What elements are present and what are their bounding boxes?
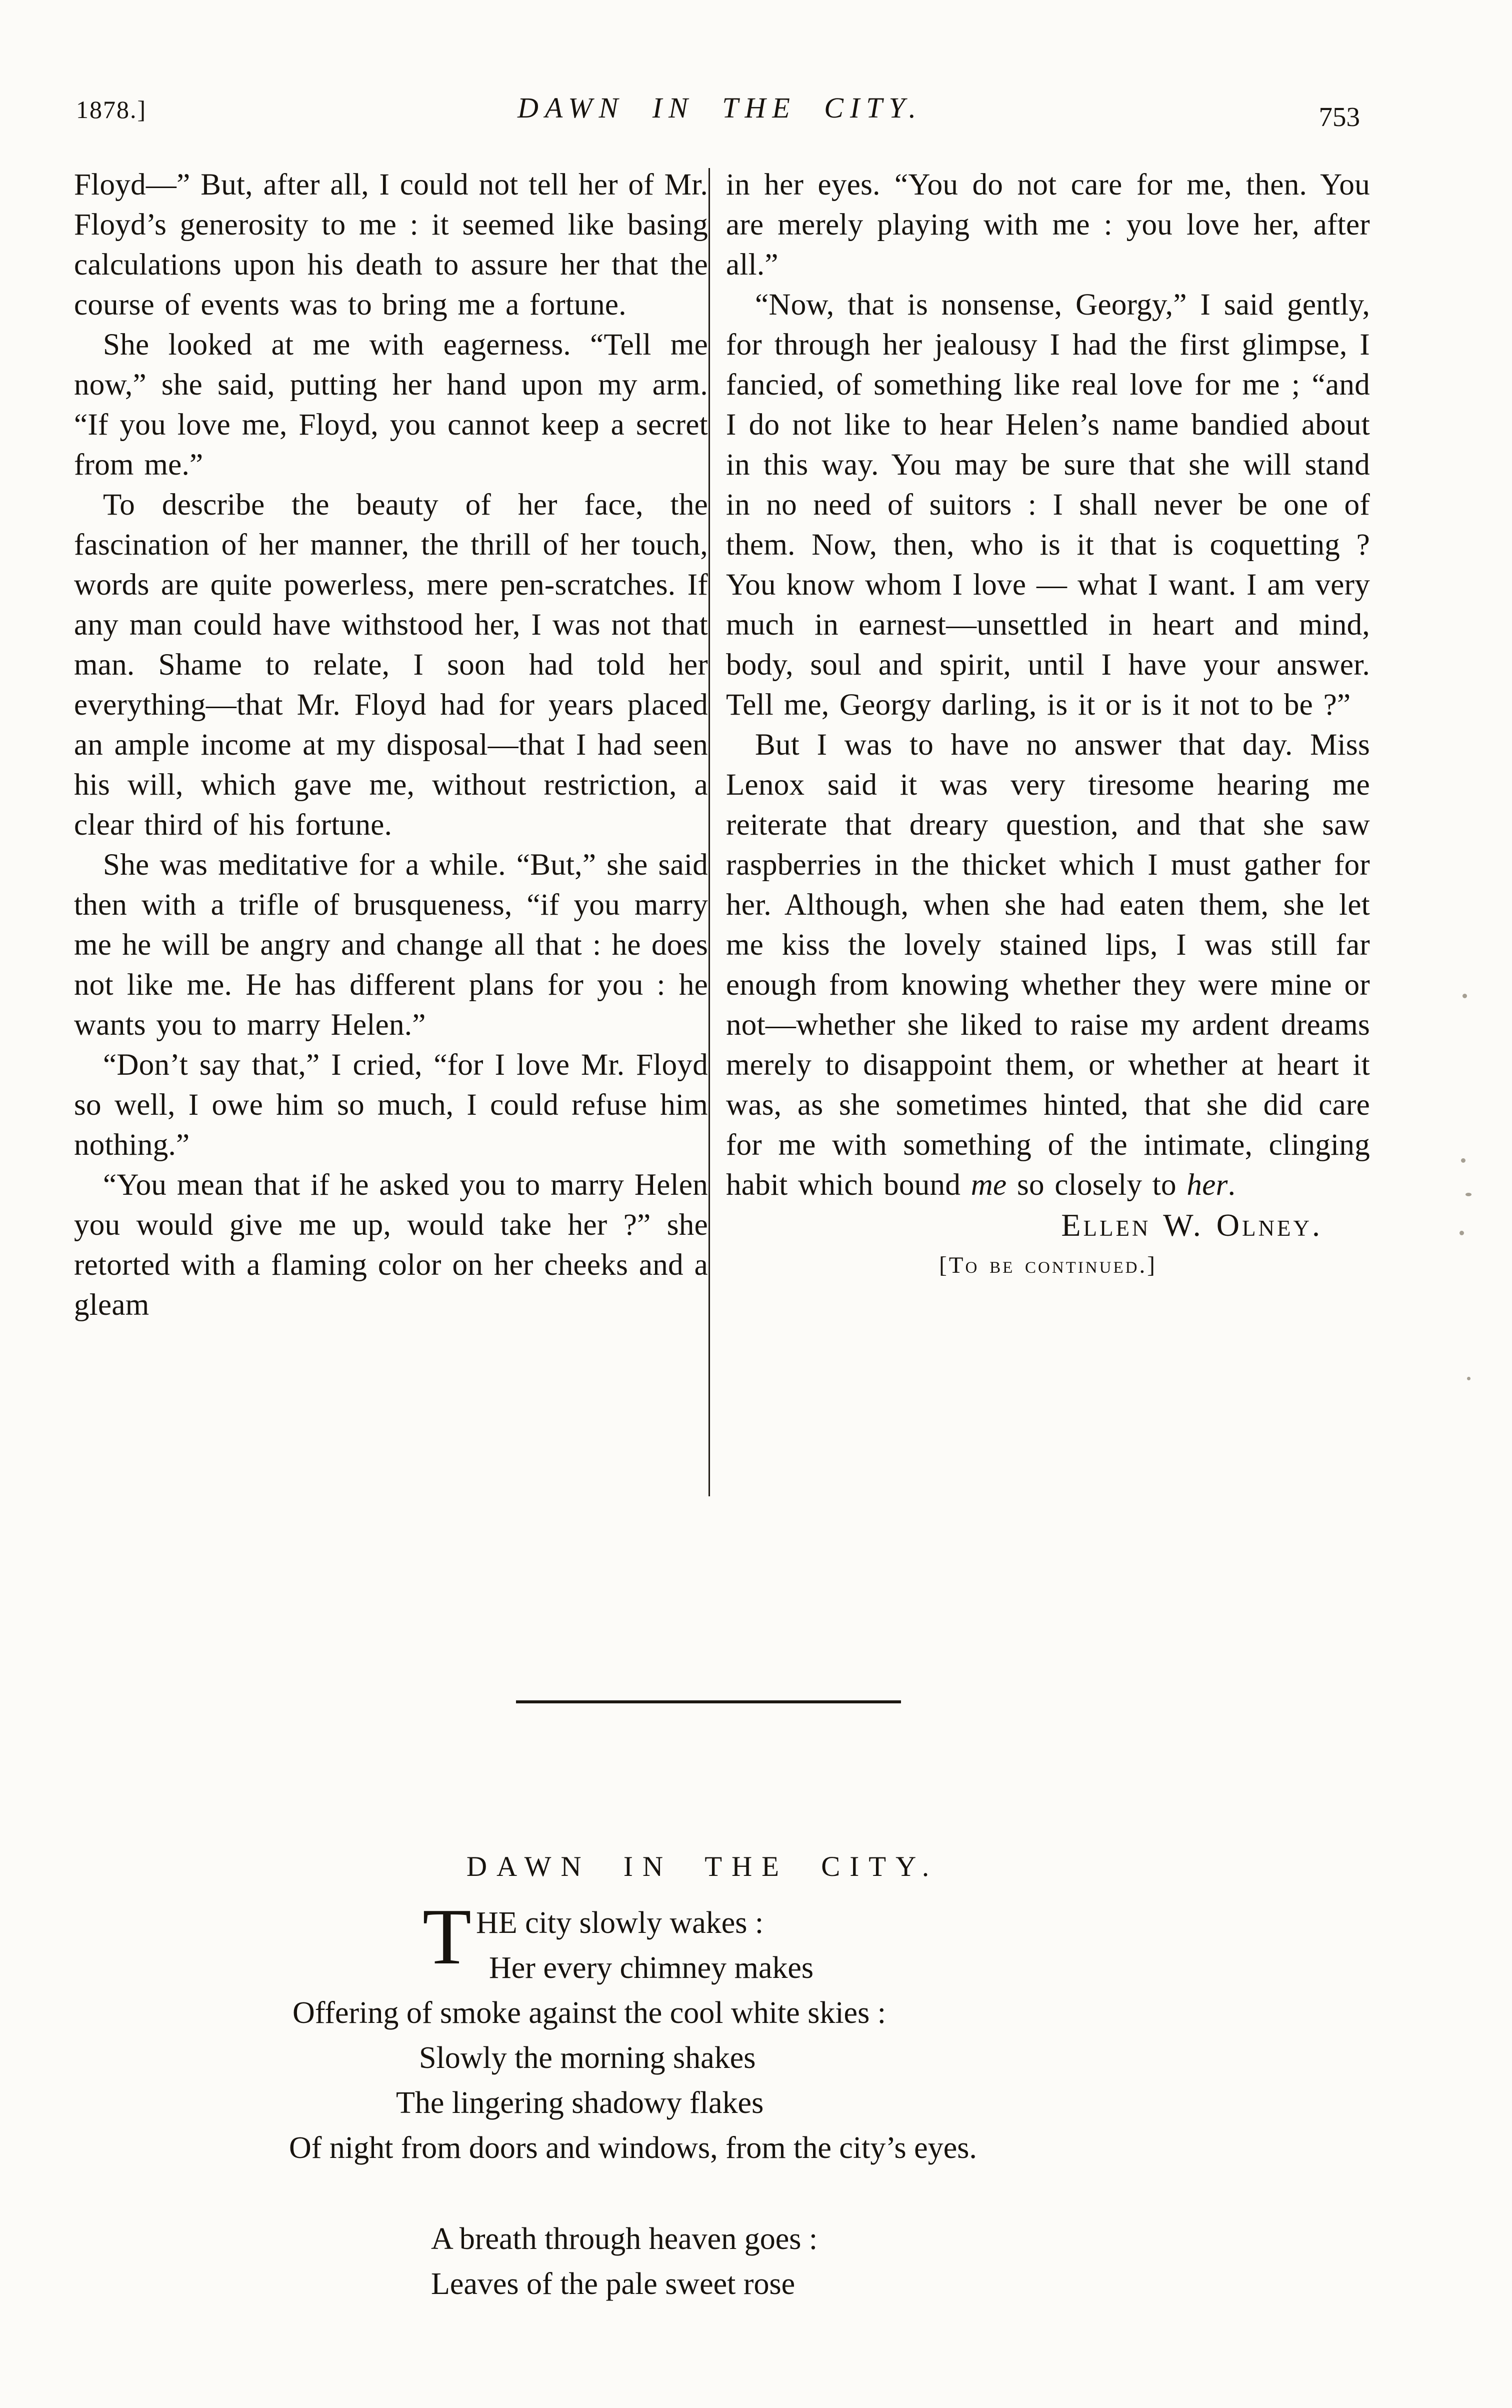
continued-notice: [To be continued.]: [939, 1252, 1157, 1278]
poem-line: A breath through heaven goes :: [431, 2222, 818, 2256]
story-paragraph: Floyd—” But, after all, I could not tell her of Mr. Floyd’s generosity to me : it seemed like basing calculations upon his death to assure her that the course of events was to bring me a fortune.: [74, 168, 708, 322]
poem: [0, 1892, 1512, 2306]
poem-line: Her every chimney makes: [489, 1951, 814, 1985]
story-paragraph: She was meditative for a while. “But,” she said then with a trifle of brusqueness, “if you marry me he will be angry and change all that : he does not like me. He has different plans for you : he wants you to marry Helen.”: [74, 848, 708, 1042]
story-paragraph: “Now, that is nonsense, Georgy,” I said gently, for through her jealousy I had the first glimpse, I fancied, of something like real love for me ; “and I do not like to hear Helen’s name bandied about in this way. You may be sure that she will stand in no need of suitors : I shall never be one of them. Now, then, who is it that is coquetting ? You know whom I love — what I want. I am very much in earnest—unsettled in heart and mind, body, soul and spirit, until I have your answer. Tell me, Georgy darling, is it or is it not to be ?”: [726, 288, 1370, 722]
scan-speck: [1461, 1158, 1466, 1163]
story-paragraph: [726, 725, 1370, 1205]
running-title: DAWN IN THE CITY.: [518, 92, 922, 124]
story-paragraph: “Don’t say that,” I cried, “for I love Mr. Floyd so well, I owe him so much, I could refuse him nothing.”: [74, 1048, 708, 1162]
story-text: But I was to have no answer that day. Miss Lenox said it was very tiresome hearing me reiterate that dreary question, and that she saw raspberries in the thicket which I must gather for her. Although, when she had eaten them, she let me kiss the lovely stained lips, I was still far enough from knowing whether they were mine or not—whether she liked to raise my ardent dreams merely to disappoint them, or whether at heart it was, as she sometimes hinted, that she did care for me with something of the intimate, clinging habit which bound: [726, 728, 1370, 1202]
poem-line: HE city slowly wakes :: [476, 1906, 764, 1940]
poem-line: Slowly the morning shakes: [419, 2041, 756, 2075]
right-column: [726, 165, 1370, 1285]
story-text: .: [1228, 1168, 1236, 1202]
poem-line: Leaves of the pale sweet rose: [431, 2267, 796, 2301]
section-divider-rule: [516, 1700, 901, 1703]
story-paragraph: “You mean that if he asked you to marry Helen you would give me up, would take her ?” she retorted with a flaming color on her cheeks and a gleam: [74, 1168, 708, 1322]
scan-speck: [1467, 1377, 1470, 1380]
year-header: 1878.]: [76, 96, 147, 124]
column-divider: [708, 168, 710, 1496]
poem-dropcap: T: [422, 1892, 472, 1981]
poem-line: Of night from doors and windows, from the city’s eyes.: [289, 2131, 977, 2165]
poem-title: DAWN IN THE CITY.: [466, 1851, 939, 1882]
scan-speck: [1462, 994, 1467, 998]
scan-speck: [1466, 1193, 1472, 1196]
poem-line: Offering of smoke against the cool white skies :: [292, 1996, 886, 2030]
story-text: so closely to: [1006, 1168, 1187, 1202]
author-signature: Ellen W. Olney.: [1061, 1207, 1322, 1243]
story-paragraph: To describe the beauty of her face, the fascination of her manner, the thrill of her touch, words are quite powerless, mere pen-scratches. If any man could have withstood her, I was not that man. Shame to relate, I soon had told her everything—that Mr. Floyd had for years placed an ample income at my disposal—that I had seen his will, which gave me, without restriction, a clear third of his fortune.: [74, 488, 708, 842]
italic-word-her: her: [1186, 1168, 1228, 1202]
page-number: 753: [1318, 102, 1360, 132]
story-paragraph: She looked at me with eagerness. “Tell me now,” she said, putting her hand upon my arm. “If you love me, Floyd, you cannot keep a secret from me.”: [74, 328, 708, 482]
left-column: [74, 165, 708, 1325]
story-paragraph: in her eyes. “You do not care for me, then. You are merely playing with me : you love her, after all.”: [726, 168, 1370, 282]
poem-line: The lingering shadowy flakes: [396, 2086, 764, 2120]
scan-speck: [1460, 1231, 1464, 1235]
italic-word-me: me: [970, 1168, 1007, 1202]
